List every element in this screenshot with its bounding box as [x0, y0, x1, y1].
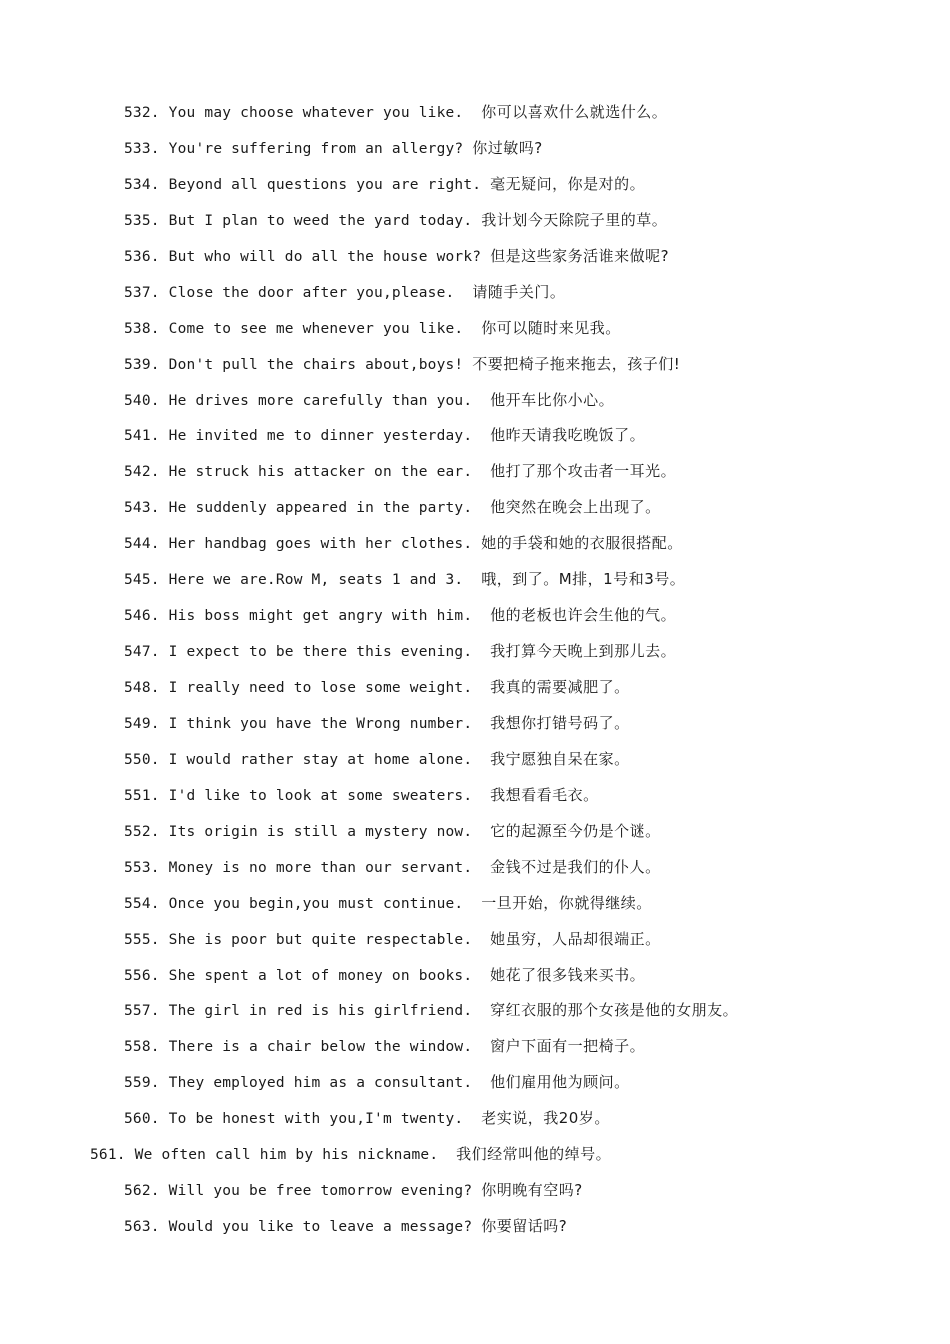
sentence-english: Close the door after you,please.: [168, 284, 455, 301]
sentence-chinese: 你可以随时来见我。: [481, 318, 621, 337]
sentence-english: Her handbag goes with her clothes.: [168, 536, 473, 553]
sentence-number: 533.: [124, 140, 160, 157]
sentence-number: 539.: [124, 356, 160, 373]
sentence-chinese: 我想你打错号码了。: [490, 713, 630, 732]
sentence-number: 541.: [124, 428, 160, 445]
sentence-number: 558.: [124, 1039, 160, 1056]
sentence-number: 552.: [124, 823, 160, 840]
sentence-line: [0, 278, 950, 314]
sentence-line: [0, 817, 950, 853]
sentence-english: You may choose whatever you like.: [168, 105, 464, 121]
sentence-chinese: 一旦开始，你就得继续。: [481, 893, 652, 912]
sentence-number: 540.: [124, 392, 160, 409]
sentence-chinese: 毫无疑问，你是对的。: [490, 174, 646, 193]
sentence-chinese: 他打了那个攻击者一耳光。: [490, 462, 677, 481]
sentence-number: 534.: [124, 176, 160, 193]
sentence-number: 554.: [124, 895, 160, 912]
sentence-number: 536.: [124, 248, 160, 265]
sentence-number: 535.: [124, 212, 160, 229]
sentence-number: 562.: [124, 1183, 160, 1200]
sentence-english: He struck his attacker on the ear.: [168, 464, 473, 481]
sentence-line: [0, 206, 950, 242]
sentence-number: 537.: [124, 284, 160, 301]
sentence-english: He invited me to dinner yesterday.: [168, 428, 473, 445]
sentence-number: 549.: [124, 715, 160, 732]
sentence-chinese: 我计划今天除院子里的草。: [481, 210, 668, 229]
sentence-number: 542.: [124, 464, 160, 481]
sentence-line: [0, 961, 950, 997]
sentence-english: There is a chair below the window.: [168, 1039, 473, 1056]
sentence-english: Here we are.Row M, seats 1 and 3.: [168, 572, 464, 589]
sentence-line: [0, 1212, 950, 1248]
sentence-chinese: 你要留话吗?: [481, 1217, 568, 1236]
sentence-number: 559.: [124, 1075, 160, 1092]
sentence-english: Come to see me whenever you like.: [168, 320, 464, 337]
sentence-number: 557.: [124, 1003, 160, 1020]
sentence-english: She is poor but quite respectable.: [168, 931, 473, 948]
sentence-english: Beyond all questions you are right.: [168, 176, 482, 193]
sentence-english: We often call him by his nickname.: [134, 1147, 439, 1164]
sentence-line: [0, 745, 950, 781]
sentence-line: [0, 996, 950, 1032]
sentence-chinese: 他的老板也许会生他的气。: [490, 606, 677, 625]
sentence-chinese: 哦，到了。M排，1号和3号。: [481, 570, 686, 589]
sentence-list: [0, 98, 950, 1248]
sentence-line: [0, 170, 950, 206]
sentence-english: To be honest with you,I'm twenty.: [168, 1111, 464, 1128]
sentence-number: 551.: [124, 787, 160, 804]
sentence-line: [0, 853, 950, 889]
sentence-line: [0, 889, 950, 925]
sentence-english: Would you like to leave a message?: [168, 1219, 473, 1236]
sentence-chinese: 我想看看毛衣。: [490, 785, 599, 804]
sentence-chinese: 但是这些家务活谁来做呢?: [490, 246, 670, 265]
sentence-english: I expect to be there this evening.: [168, 644, 473, 661]
sentence-chinese: 他开车比你小心。: [490, 390, 615, 409]
sentence-line: [0, 637, 950, 673]
sentence-chinese: 我真的需要减肥了。: [490, 678, 630, 696]
sentence-line: [0, 709, 950, 745]
sentence-line: [0, 1104, 950, 1140]
sentence-number: 563.: [124, 1219, 160, 1236]
sentence-chinese: 她花了很多钱来买书。: [490, 965, 646, 984]
sentence-english: But I plan to weed the yard today.: [168, 212, 473, 229]
sentence-line: [0, 1140, 950, 1176]
sentence-line: [0, 314, 950, 350]
sentence-chinese: 我打算今天晚上到那儿去。: [490, 642, 677, 661]
sentence-number: 561.: [90, 1147, 126, 1164]
sentence-line: [0, 421, 950, 457]
sentence-english: Its origin is still a mystery now.: [168, 823, 473, 840]
sentence-english: Don't pull the chairs about,boys!: [168, 356, 464, 373]
sentence-number: 556.: [124, 967, 160, 984]
sentence-english: The girl in red is his girlfriend.: [168, 1003, 473, 1020]
sentence-chinese: 不要把椅子拖来拖去，孩子们!: [472, 354, 681, 373]
sentence-english: I really need to lose some weight.: [168, 680, 473, 696]
sentence-number: 560.: [124, 1111, 160, 1128]
sentence-english: You're suffering from an allergy?: [168, 140, 464, 157]
sentence-english: He suddenly appeared in the party.: [168, 500, 473, 517]
sentence-number: 555.: [124, 931, 160, 948]
sentence-line: [0, 925, 950, 961]
sentence-chinese: 你过敏吗?: [472, 138, 543, 157]
sentence-english: His boss might get angry with him.: [168, 608, 473, 625]
sentence-english: She spent a lot of money on books.: [168, 967, 473, 984]
sentence-number: 545.: [124, 572, 160, 589]
sentence-chinese: 窗户下面有一把椅子。: [490, 1037, 646, 1056]
sentence-line: [0, 350, 950, 386]
sentence-number: 548.: [124, 680, 160, 696]
sentence-line: [0, 565, 950, 601]
sentence-chinese: 他昨天请我吃晚饭了。: [490, 426, 646, 445]
sentence-chinese: 他们雇用他为顾问。: [490, 1073, 630, 1092]
sentence-line: [0, 386, 950, 422]
sentence-line: [0, 1068, 950, 1104]
sentence-line: [0, 242, 950, 278]
sentence-number: 538.: [124, 320, 160, 337]
sentence-number: 544.: [124, 536, 160, 553]
sentence-line: [0, 134, 950, 170]
sentence-number: 550.: [124, 751, 160, 768]
sentence-line: [0, 1176, 950, 1212]
sentence-english: Will you be free tomorrow evening?: [168, 1183, 473, 1200]
sentence-chinese: 你明晚有空吗?: [481, 1181, 583, 1200]
sentence-number: 553.: [124, 859, 160, 876]
sentence-english: I'd like to look at some sweaters.: [168, 787, 473, 804]
sentence-line: [0, 493, 950, 529]
sentence-line: [0, 1032, 950, 1068]
sentence-number: 546.: [124, 608, 160, 625]
sentence-chinese: 她虽穷，人品却很端正。: [490, 929, 661, 948]
sentence-number: 547.: [124, 644, 160, 661]
sentence-english: They employed him as a consultant.: [168, 1075, 473, 1092]
sentence-line: [0, 781, 950, 817]
sentence-chinese: 请随手关门。: [472, 282, 566, 301]
sentence-english: I would rather stay at home alone.: [168, 751, 473, 768]
sentence-line: [0, 529, 950, 565]
sentence-chinese: 我们经常叫他的绰号。: [456, 1145, 612, 1164]
sentence-chinese: 他突然在晚会上出现了。: [490, 498, 661, 517]
sentence-line: [0, 673, 950, 709]
sentence-chinese: 它的起源至今仍是个谜。: [490, 821, 661, 840]
sentence-line: [0, 457, 950, 493]
sentence-english: Once you begin,you must continue.: [168, 895, 464, 912]
sentence-chinese: 老实说，我20岁。: [481, 1109, 610, 1128]
sentence-line: [0, 601, 950, 637]
sentence-english: Money is no more than our servant.: [168, 859, 473, 876]
sentence-number: 532.: [124, 105, 160, 121]
sentence-chinese: 金钱不过是我们的仆人。: [490, 857, 661, 876]
sentence-english: He drives more carefully than you.: [168, 392, 473, 409]
sentence-chinese: 你可以喜欢什么就选什么。: [481, 103, 668, 121]
sentence-chinese: 她的手袋和她的衣服很搭配。: [481, 534, 683, 553]
sentence-number: 543.: [124, 500, 160, 517]
sentence-line: [0, 98, 950, 134]
sentence-english: But who will do all the house work?: [168, 248, 482, 265]
sentence-english: I think you have the Wrong number.: [168, 715, 473, 732]
sentence-chinese: 穿红衣服的那个女孩是他的女朋友。: [490, 1001, 739, 1020]
sentence-chinese: 我宁愿独自呆在家。: [490, 749, 630, 768]
